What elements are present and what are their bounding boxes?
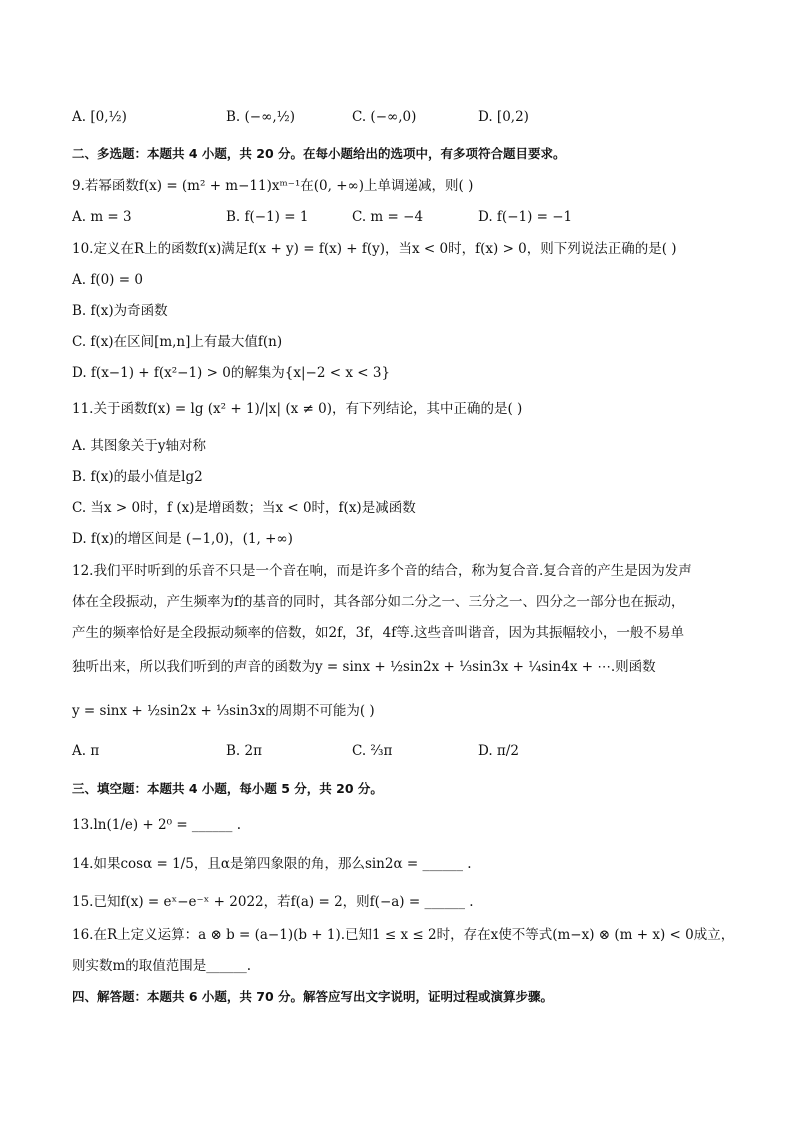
q15-stem: 15.已知f(x) = eˣ−e⁻ˣ + 2022，若f(a) = 2，则f(−a) = ______ . [72, 894, 474, 910]
q11-option-a: A. 其图象关于y轴对称 [72, 438, 206, 454]
q11-option-b: B. f(x)的最小值是lg2 [72, 469, 203, 485]
q13-stem: 13.ln(1/e) + 2⁰ = ______ . [72, 817, 242, 833]
q9-option-c: C. m = −4 [352, 209, 424, 225]
q16-line-2: 则实数m的取值范围是______. [72, 958, 252, 974]
q11-option-d: D. f(x)的增区间是 (−1,0)，(1, +∞) [72, 531, 293, 547]
q8-option-d: D. [0,2) [478, 109, 529, 125]
q9-option-d: D. f(−1) = −1 [478, 209, 573, 225]
q12-option-d: D. π/2 [478, 743, 519, 759]
q12-option-c: C. ⅔π [352, 743, 393, 759]
q10-stem: 10.定义在R上的函数f(x)满足f(x + y) = f(x) + f(y)，当x < 0时，f(x) > 0，则下列说法正确的是( ) [72, 241, 677, 257]
q12-line-1: 12.我们平时听到的乐音不只是一个音在响，而是许多个音的结合，称为复合音.复合音的产生是因为发声 [72, 563, 692, 579]
q12-line-2: 体在全段振动，产生频率为f的基音的同时，其各部分如二分之一、三分之一、四分之一部分也在振动， [72, 594, 685, 610]
q12-line-3: 产生的频率恰好是全段振动频率的倍数，如2f，3f，4f等.这些音叫谐音，因为其振幅较小，一般不易单 [72, 625, 685, 641]
q9-option-b: B. f(−1) = 1 [226, 209, 309, 225]
q10-option-b: B. f(x)为奇函数 [72, 303, 168, 319]
q10-option-d: D. f(x−1) + f(x²−1) > 0的解集为{x|−2 < x < 3} [72, 365, 391, 381]
q14-stem: 14.如果cosα = 1/5，且α是第四象限的角，那么sin2α = ______ . [72, 856, 472, 872]
q12-line-5: y = sinx + ½sin2x + ⅓sin3x的周期不可能为( ) [72, 703, 375, 719]
q10-option-c: C. f(x)在区间[m,n]上有最大值f(n) [72, 334, 283, 350]
q9-stem: 9.若幂函数f(x) = (m² + m−11)xᵐ⁻¹在(0, +∞)上单调递减，则( ) [72, 178, 474, 194]
q11-option-c: C. 当x > 0时，f (x)是增函数；当x < 0时，f(x)是减函数 [72, 500, 416, 516]
q8-option-a: A. [0,½) [72, 109, 127, 125]
q16-line-1: 16.在R上定义运算：a ⊗ b = (a−1)(b + 1).已知1 ≤ x ≤ 2时，存在x使不等式(m−x) ⊗ (m + x) < 0成立， [72, 927, 735, 943]
q8-option-b: B. (−∞,½) [226, 109, 295, 125]
q10-option-a: A. f(0) = 0 [72, 272, 143, 288]
q9-option-a: A. m = 3 [72, 209, 132, 225]
q8-option-c: C. (−∞,0) [352, 109, 417, 125]
q11-stem: 11.关于函数f(x) = lg (x² + 1)/|x| (x ≠ 0)，有下列结论，其中正确的是( ) [72, 401, 523, 417]
section-2-header: 二、多选题：本题共 4 小题，共 20 分。在每小题给出的选项中，有多项符合题目要求。 [72, 146, 566, 161]
section-3-header: 三、填空题：本题共 4 小题，每小题 5 分，共 20 分。 [72, 781, 383, 796]
q12-option-a: A. π [72, 743, 100, 759]
section-4-header: 四、解答题：本题共 6 小题，共 70 分。解答应写出文字说明，证明过程或演算步骤。 [72, 989, 554, 1004]
q12-option-b: B. 2π [226, 743, 262, 759]
q12-line-4: 独听出来，所以我们听到的声音的函数为y = sinx + ½sin2x + ⅓sin3x + ¼sin4x + ⋯.则函数 [72, 659, 656, 675]
